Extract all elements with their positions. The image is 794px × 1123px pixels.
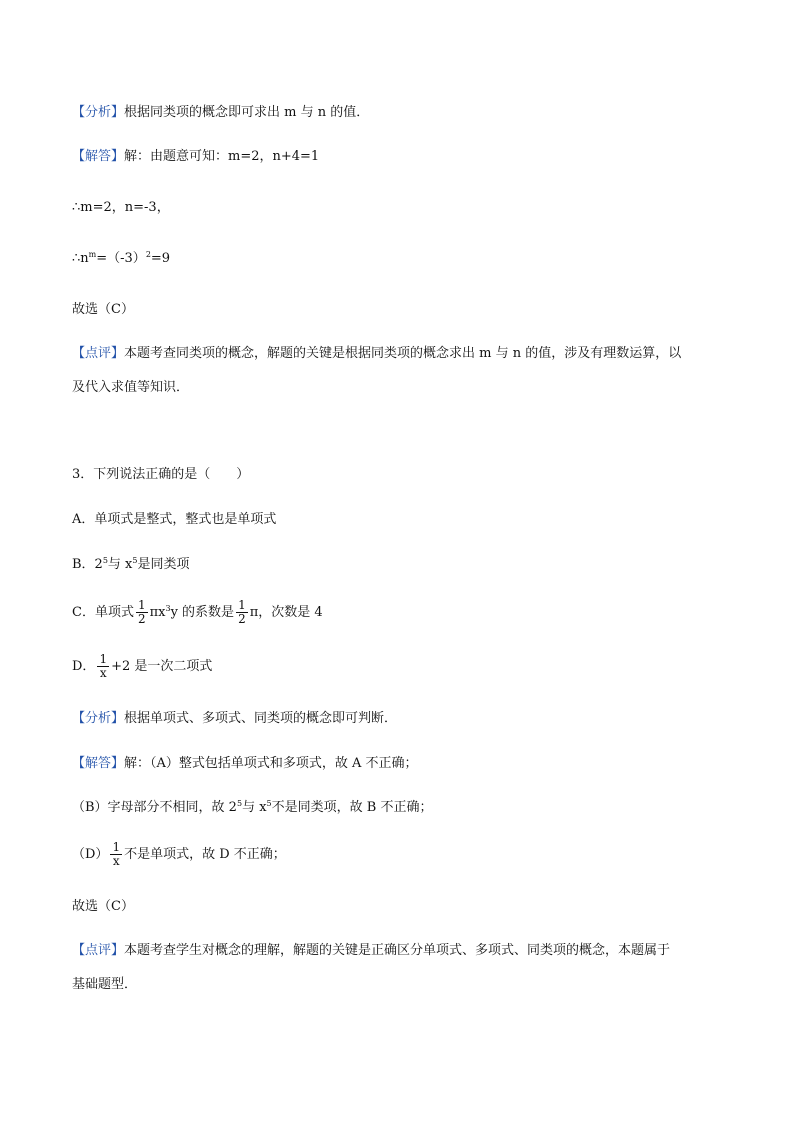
solution-b-mid: 与 x [242,800,267,815]
q2-step3-mid: =（-3） [96,251,146,266]
q2-step2: ∴m=2，n=-3， [72,200,170,215]
option-c-coef-num: 1 [238,598,246,612]
option-b-suffix: 是同类项 [137,557,190,572]
option-d-frac-num: 1 [99,652,108,666]
q2-step3-exponent: m [88,250,97,259]
solution-d-frac-num: 1 [112,840,121,854]
option-c-coef-den: 2 [238,612,246,626]
analysis-tag: 【分析】 [72,711,125,726]
solution-b-exp1: 5 [236,799,243,808]
option-c-term: πx [149,605,166,620]
option-d-prefix: D． [72,659,96,674]
q2-step3-suffix: =9 [150,251,171,266]
option-d-suffix: +2 是一次二项式 [111,659,213,674]
solution-d-suffix: 不是单项式，故 D 不正确； [124,847,286,862]
q3-comment-cont: 基础题型． [72,977,138,992]
solution-b-exp2: 5 [266,799,272,808]
solution-b-prefix: （B）字母部分不相同，故 2 [72,800,237,815]
option-c-frac-num: 1 [137,598,146,612]
analysis-tag: 【分析】 [72,105,125,120]
q2-analysis [72,104,369,122]
q3-analysis-text: 根据单项式、多项式、同类项的概念即可判断． [124,711,398,726]
option-b-prefix: B．2 [72,557,103,572]
q3-comment-text: 本题考查学生对概念的理解，解题的关键是正确区分单项式、多项式、同类项的概念，本题属于 [124,943,671,958]
q3-solution-b [72,799,432,817]
option-c-term-exp: 3 [165,604,171,613]
q3-option-c [72,596,323,630]
option-c-frac-den: 2 [137,612,146,626]
q2-solution [72,148,319,166]
q2-step3-prefix: ∴n [72,251,89,266]
q2-analysis-text: 根据同类项的概念即可求出 m 与 n 的值． [124,105,370,120]
q3-option-a: A．单项式是整式，整式也是单项式 [72,512,277,527]
comment-tag: 【点评】 [72,346,125,361]
solution-b-suffix: 不是同类项，故 B 不正确； [271,800,433,815]
q2-step3-exponent2: 2 [145,250,151,259]
solution-tag: 【解答】 [72,149,125,164]
option-b-exp2: 5 [132,556,138,565]
q2-comment-cont: 及代入求值等知识． [72,380,190,395]
solution-d-fraction [110,841,122,868]
q2-comment [72,345,681,363]
q2-solution-text: 解：由题意可知：m=2，n+4=1 [124,149,320,164]
q3-analysis [72,710,397,728]
q3-option-b [72,556,190,574]
q3-question: 3．下列说法正确的是（ ） [72,467,250,482]
q3-comment [72,942,670,960]
option-b-mid: 与 x [107,557,133,572]
option-c-term-end: y 的系数是 [170,605,235,620]
solution-tag: 【解答】 [72,756,125,771]
option-c-prefix: C．单项式 [72,605,134,620]
option-c-coef-fraction [236,599,248,626]
solution-d-frac-den: x [112,854,120,868]
q3-solution-d [72,838,286,872]
option-d-frac-den: x [99,666,107,680]
option-c-fraction [136,599,148,626]
option-b-exp1: 5 [102,556,108,565]
option-c-suffix: π，次数是 4 [249,605,323,620]
q3-solution [72,755,418,773]
q2-comment-text: 本题考查同类项的概念，解题的关键是根据同类项的概念求出 m 与 n 的值，涉及有理数运算，以 [124,346,682,361]
q2-step3 [72,250,170,268]
q3-option-d [72,650,212,684]
comment-tag: 【点评】 [72,943,125,958]
solution-d-prefix: （D） [72,847,109,862]
option-d-fraction [97,653,109,680]
q2-choice: 故选（C） [72,302,134,317]
q3-solution-a: 解：（A）整式包括单项式和多项式，故 A 不正确； [124,756,418,771]
q3-choice: 故选（C） [72,899,134,914]
